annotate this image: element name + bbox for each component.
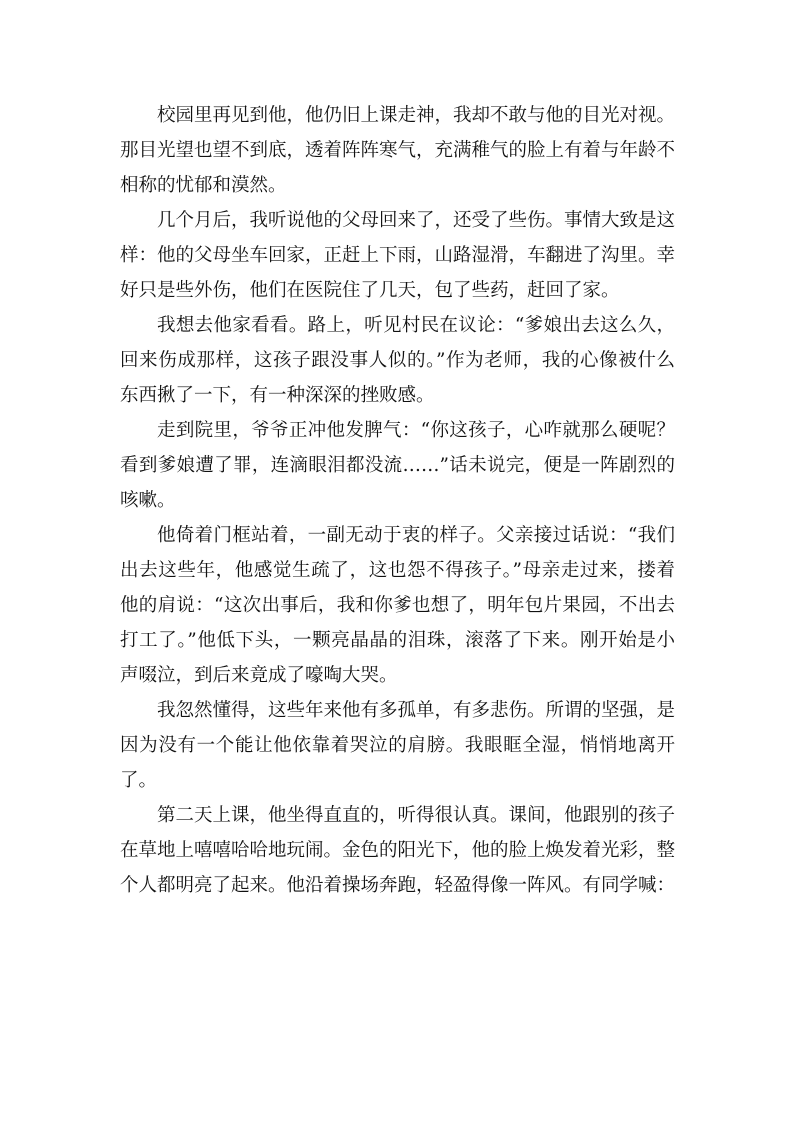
paragraph-5: 他倚着门框站着，一副无动于衷的样子。父亲接过话说：“我们出去这些年，他感觉生疏了，这也怨不得孩子。”母亲走过来，搂着他的肩说：“这次出事后，我和你爹也想了，明年包片果园，不出去打工了。”他低下头，一颗亮晶晶的泪珠，滚落了下来。刚开始是小声啜泣，到后来竟成了嚎啕大哭。 [120,525,675,686]
document-body [120,98,675,903]
paragraph-4: 走到院里，爷爷正冲他发脾气：“你这孩子，心咋就那么硬呢？看到爹娘遭了罪，连滴眼泪都没流……”话未说完，便是一阵剧烈的咳嗽。 [120,420,675,511]
paragraph-2: 几个月后，我听说他的父母回来了，还受了些伤。事情大致是这样：他的父母坐车回家，正赶上下雨，山路湿滑，车翻进了沟里。幸好只是些外伤，他们在医院住了几天，包了些药，赶回了家。 [120,210,676,301]
paragraph-1: 校园里再见到他，他仍旧上课走神，我却不敢与他的目光对视。那目光望也望不到底，透着阵阵寒气，充满稚气的脸上有着与年龄不相称的忧郁和漠然。 [120,105,676,196]
paragraph-7: 第二天上课，他坐得直直的，听得很认真。课间，他跟别的孩子在草地上嘻嘻哈哈地玩闹。金色的阳光下，他的脸上焕发着光彩，整个人都明亮了起来。他沿着操场奔跑，轻盈得像一阵风。有同学喊： [120,805,676,896]
paragraph-3: 我想去他家看看。路上，听见村民在议论：“爹娘出去这么久，回来伤成那样，这孩子跟没事人似的。”作为老师，我的心像被什么东西揪了一下，有一种深深的挫败感。 [120,315,675,406]
paragraph-6: 我忽然懂得，这些年来他有多孤单，有多悲伤。所谓的坚强，是因为没有一个能让他依靠着哭泣的肩膀。我眼眶全湿，悄悄地离开了。 [120,700,676,791]
